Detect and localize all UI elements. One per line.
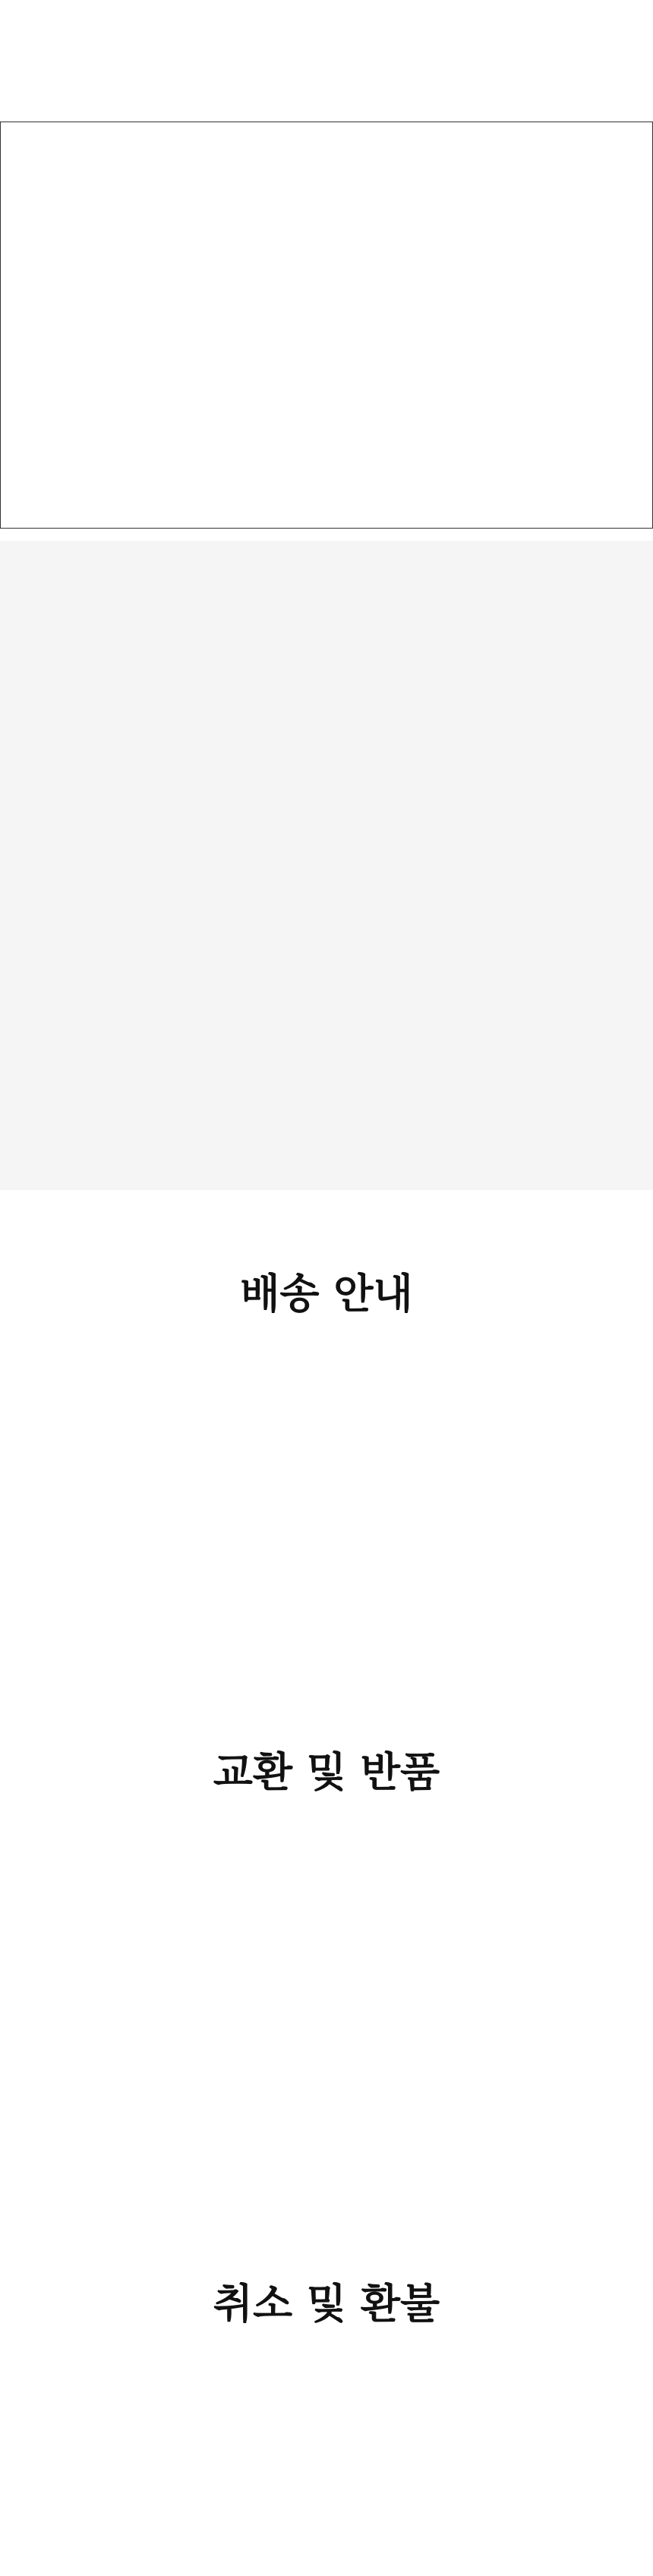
contact-card <box>0 122 653 529</box>
cancel-title: 취소 및 환불 <box>213 2279 440 2328</box>
info-section <box>0 1190 653 2576</box>
exchange-title: 교환 및 반품 <box>213 1747 440 1796</box>
delivery-title: 배송 안내 <box>240 1269 413 1318</box>
return-shipping-section <box>0 541 653 1190</box>
